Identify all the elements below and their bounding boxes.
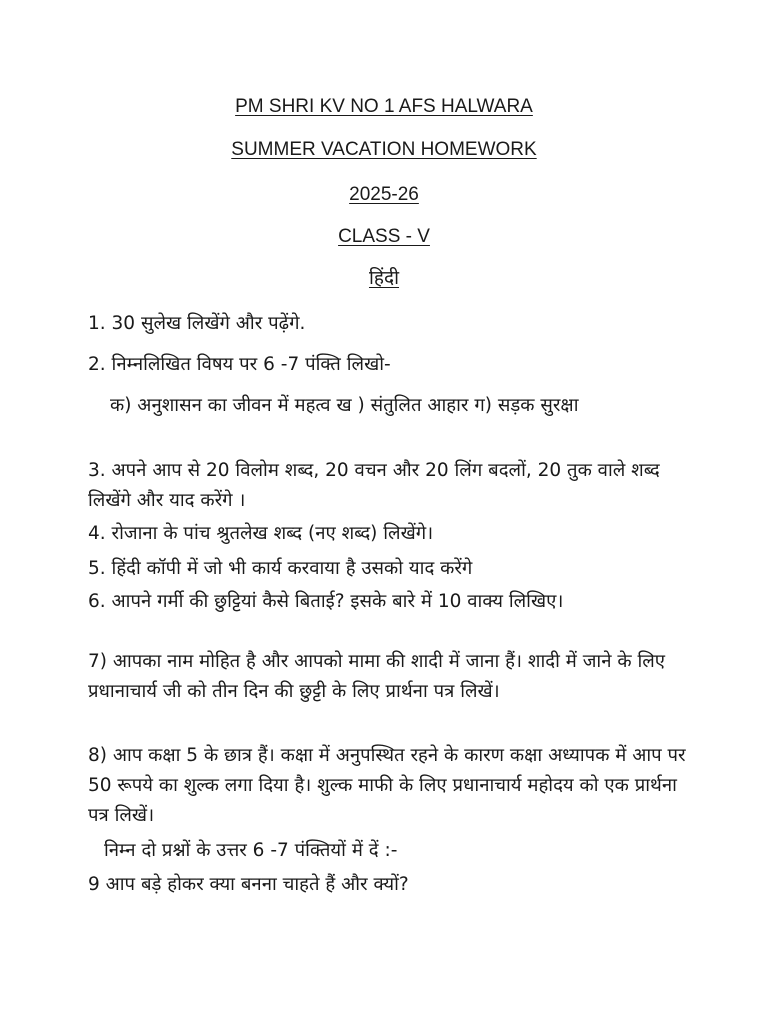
question-1: 1. 30 सुलेख लिखेंगे और पढ़ेंगे.: [88, 313, 306, 334]
question-2-options: क) अनुशासन का जीवन में महत्व ख ) संतुलित आहार ग) सड़क सुरक्षा: [110, 395, 579, 416]
class-label: CLASS - V: [338, 226, 430, 247]
question-4: 4. रोजाना के पांच श्रुतलेख शब्द (नए शब्द) लिखेंगे।: [88, 523, 434, 544]
question-7: 7) आपका नाम मोहित है और आपको मामा की शादी में जाना हैं। शादी में जाने के लिए प्रधानाचार्य जी को तीन दिन की छुट्टी के लिए प्रार्थना पत्र लिखें।: [88, 651, 666, 702]
question-6: 6. आपने गर्मी की छुट्टियां कैसे बिताई? इसके बारे में 10 वाक्य लिखिए।: [88, 591, 564, 612]
question-8: 8) आप कक्षा 5 के छात्र हैं। कक्षा में अनुपस्थित रहने के कारण कक्षा अध्यापक में आप पर 50 रूपये का शुल्क लगा दिया है। शुल्क माफी के लिए प्रधानाचार्य महोदय को एक प्रार्थना पत्र लिखें।: [88, 745, 686, 826]
session-year: 2025-26: [349, 184, 419, 205]
question-3: 3. अपने आप से 20 विलोम शब्द, 20 वचन और 20 लिंग बदलों, 20 तुक वाले शब्द लिखेंगे और याद करेंगे ।: [88, 460, 660, 511]
document-title: SUMMER VACATION HOMEWORK: [231, 139, 537, 160]
school-name: PM SHRI KV NO 1 AFS HALWARA: [235, 96, 533, 117]
question-2: 2. निम्नलिखित विषय पर 6 -7 पंक्ति लिखो-: [88, 354, 391, 375]
instruction-note: निम्न दो प्रश्नों के उत्तर 6 -7 पंक्तियों में दें :-: [104, 840, 398, 861]
question-5: 5. हिंदी कॉपी में जो भी कार्य करवाया है उसको याद करेंगे: [88, 558, 473, 579]
subject-heading: हिंदी: [368, 267, 400, 289]
question-9: 9 आप बड़े होकर क्या बनना चाहते हैं और क्यों?: [88, 874, 409, 895]
